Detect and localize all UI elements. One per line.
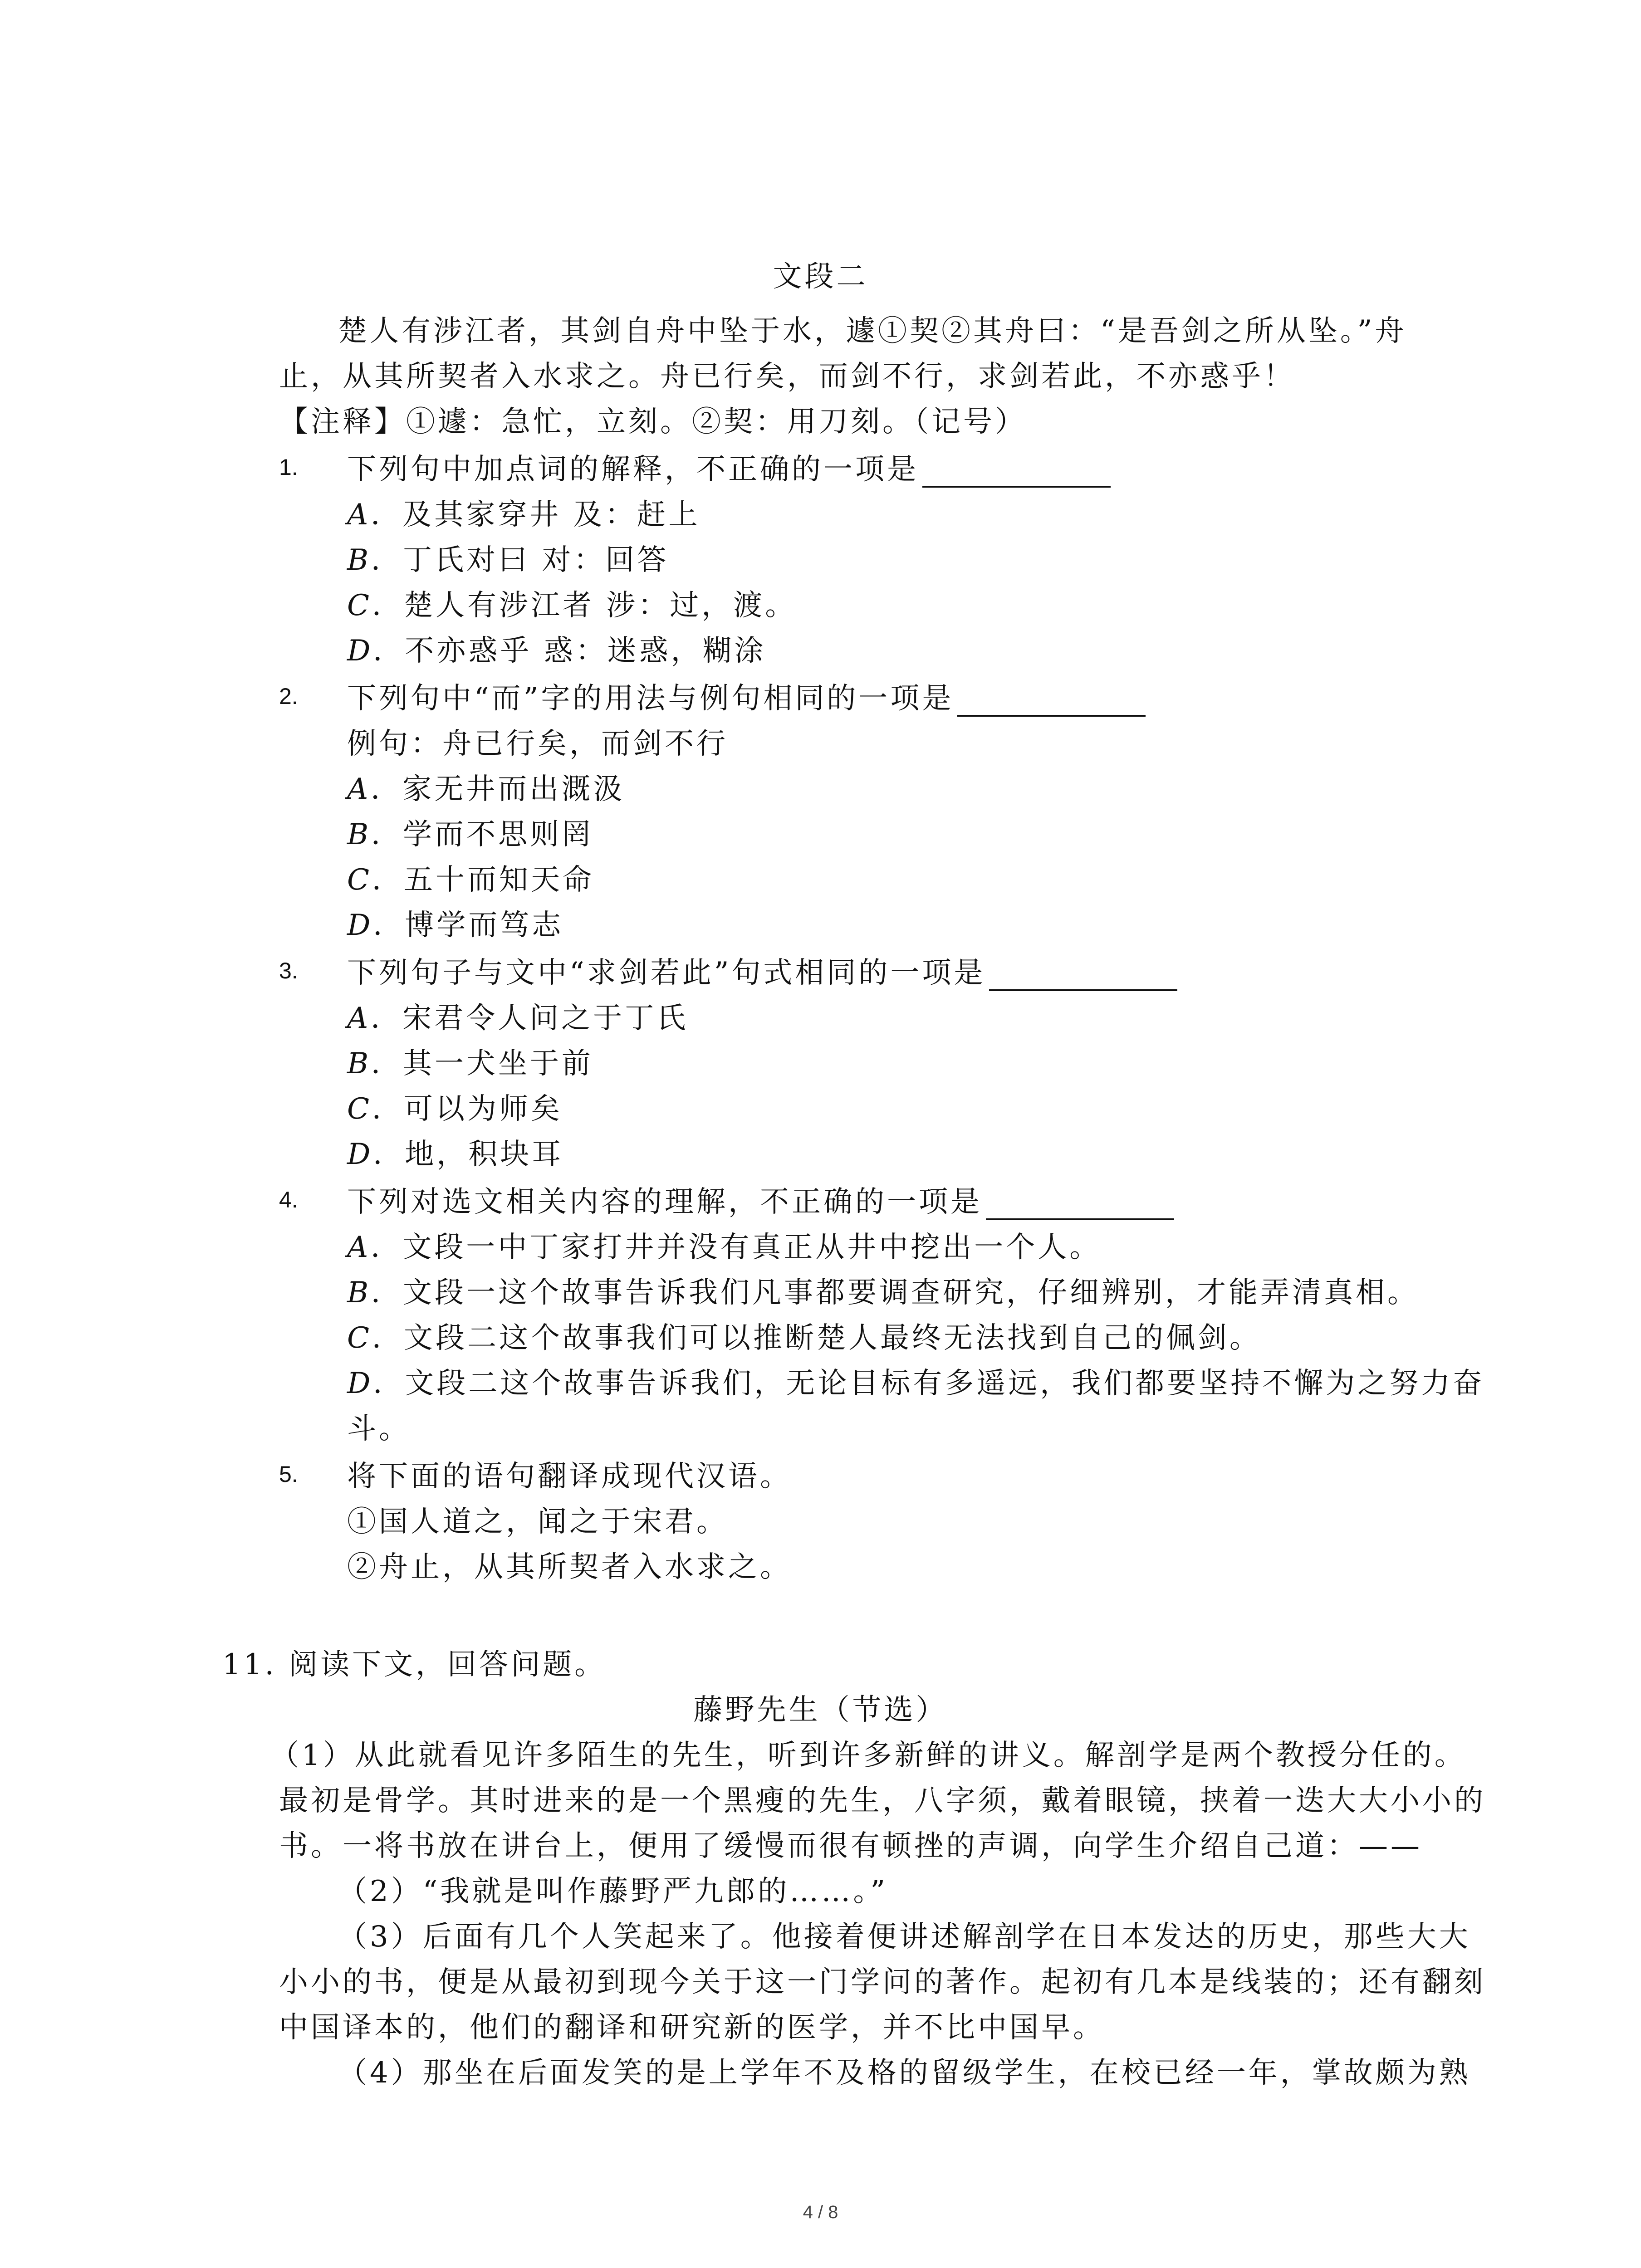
option-text: ．学而不思则罔 bbox=[371, 818, 594, 851]
option-text: ．博学而笃志 bbox=[373, 909, 564, 942]
question-stem bbox=[347, 451, 1111, 488]
option-text: ．文段二这个故事我们可以推断楚人最终无法找到自己的佩剑。 bbox=[372, 1321, 1261, 1355]
option-letter: A bbox=[347, 1002, 371, 1035]
article-line: （3）后面有几个人笑起来了。他接着便讲述解剖学在日本发达的历史，那些大大 bbox=[338, 1920, 1471, 1954]
option-text: ．宋君令人问之于丁氏 bbox=[371, 1002, 689, 1035]
question-stem-text: 下列句中加点词的解释，不正确的一项是 bbox=[347, 453, 919, 486]
option-letter: C bbox=[347, 1321, 372, 1355]
article-line: 小小的书，便是从最初到现今关于这一门学问的著作。起初有几本是线装的；还有翻刻 bbox=[279, 1965, 1486, 1999]
option-text: ．文段一中丁家打井并没有真正从井中挖出一个人。 bbox=[371, 1231, 1102, 1264]
article-line: （2）“我就是叫作藤野严九郎的……。” bbox=[338, 1875, 888, 1908]
answer-blank[interactable] bbox=[986, 1192, 1174, 1220]
option-letter: A bbox=[347, 772, 371, 806]
option-a bbox=[347, 771, 625, 807]
translation-item: ①国人道之，闻之于宋君。 bbox=[347, 1505, 728, 1539]
option-c bbox=[347, 1091, 563, 1127]
question-number: 4. bbox=[279, 1187, 298, 1212]
question-number: 1. bbox=[279, 455, 298, 480]
option-text: ．楚人有涉江者 涉：过，渡。 bbox=[372, 589, 797, 622]
annotation-note: 【注释】①遽：急忙，立刻。②契：用刀刻。（记号） bbox=[279, 405, 1027, 439]
option-letter: D bbox=[347, 1367, 373, 1400]
option-c bbox=[347, 587, 797, 624]
answer-blank[interactable] bbox=[922, 459, 1111, 488]
option-letter: A bbox=[347, 1231, 371, 1264]
option-text: ．文段一这个故事告诉我们凡事都要调查研究，仔细辨别，才能弄清真相。 bbox=[371, 1276, 1420, 1310]
question-11-header: 11. 阅读下文，回答问题。 bbox=[222, 1648, 607, 1681]
option-d-continuation: 斗。 bbox=[347, 1412, 411, 1446]
question-stem: 将下面的语句翻译成现代汉语。 bbox=[347, 1460, 792, 1493]
question-stem bbox=[347, 955, 1177, 991]
option-text: ．可以为师矣 bbox=[372, 1092, 563, 1126]
option-d bbox=[347, 907, 563, 943]
option-d bbox=[347, 633, 766, 669]
option-text: ．不亦惑乎 惑：迷惑，糊涂 bbox=[373, 634, 766, 668]
option-letter: C bbox=[347, 589, 372, 622]
option-a bbox=[347, 1000, 688, 1036]
question-number: 5. bbox=[279, 1461, 298, 1487]
article-line: 中国译本的，他们的翻译和研究新的医学，并不比中国早。 bbox=[279, 2011, 1105, 2044]
option-letter: B bbox=[347, 1276, 372, 1310]
option-c bbox=[347, 862, 594, 898]
option-letter: B bbox=[347, 543, 372, 577]
question-stem-text: 下列句子与文中“求剑若此”句式相同的一项是 bbox=[347, 956, 986, 990]
option-letter: D bbox=[347, 634, 373, 668]
option-a bbox=[347, 497, 700, 533]
article-line: （4）那坐在后面发笑的是上学年不及格的留级学生，在校已经一年，掌故颇为熟 bbox=[338, 2056, 1471, 2090]
passage-line: 止，从其所契者入水求之。舟已行矣，而剑不行，求剑若此，不亦惑乎！ bbox=[279, 360, 1295, 393]
question-stem bbox=[347, 1184, 1174, 1220]
section-title: 文段二 bbox=[773, 260, 868, 293]
passage-line: 楚人有涉江者，其剑自舟中坠于水，遽①契②其舟曰：“是吾剑之所从坠。”舟 bbox=[338, 314, 1407, 348]
option-text: ．及其家穿井 及：赶上 bbox=[371, 498, 700, 532]
option-letter: B bbox=[347, 1047, 372, 1080]
article-line: 书。一将书放在讲台上，便用了缓慢而很有顿挫的声调，向学生介绍自己道：—— bbox=[279, 1829, 1422, 1863]
option-text: ．丁氏对曰 对：回答 bbox=[371, 543, 669, 577]
option-text: ．其一犬坐于前 bbox=[371, 1047, 594, 1080]
answer-blank[interactable] bbox=[989, 963, 1177, 991]
article-title: 藤野先生（节选） bbox=[693, 1693, 948, 1727]
option-b bbox=[347, 1046, 593, 1082]
option-letter: A bbox=[347, 498, 371, 532]
question-stem-text: 下列句中“而”字的用法与例句相同的一项是 bbox=[347, 682, 954, 715]
option-d bbox=[347, 1136, 563, 1173]
option-d bbox=[347, 1365, 1484, 1402]
answer-blank[interactable] bbox=[957, 689, 1146, 717]
option-text: ．地，积块耳 bbox=[373, 1138, 564, 1171]
option-c bbox=[347, 1320, 1261, 1356]
option-b bbox=[347, 542, 669, 578]
option-letter: B bbox=[347, 818, 372, 851]
option-letter: D bbox=[347, 909, 373, 942]
article-line: 最初是骨学。其时进来的是一个黑瘦的先生，八字须，戴着眼镜，挟着一迭大大小小的 bbox=[279, 1784, 1486, 1818]
question-stem-text: 下列对选文相关内容的理解，不正确的一项是 bbox=[347, 1185, 982, 1219]
option-text: ．家无井而出溉汲 bbox=[371, 772, 625, 806]
option-letter: C bbox=[347, 1092, 372, 1126]
question-number: 3. bbox=[279, 958, 298, 983]
question-stem bbox=[347, 680, 1146, 717]
option-b bbox=[347, 1275, 1419, 1311]
option-text: ．文段二这个故事告诉我们，无论目标有多遥远，我们都要坚持不懈为之努力奋 bbox=[373, 1367, 1485, 1400]
example-sentence: 例句：舟已行矣，而剑不行 bbox=[347, 727, 728, 761]
option-b bbox=[347, 816, 593, 853]
option-a bbox=[347, 1229, 1101, 1266]
question-number: 2. bbox=[279, 684, 298, 709]
article-line: （1）从此就看见许多陌生的先生，听到许多新鲜的讲义。解剖学是两个教授分任的。 bbox=[270, 1739, 1466, 1772]
page-number: 4 / 8 bbox=[803, 2202, 838, 2222]
translation-item: ②舟止，从其所契者入水求之。 bbox=[347, 1550, 792, 1584]
option-letter: D bbox=[347, 1138, 373, 1171]
option-text: ．五十而知天命 bbox=[372, 863, 594, 897]
option-letter: C bbox=[347, 863, 372, 897]
